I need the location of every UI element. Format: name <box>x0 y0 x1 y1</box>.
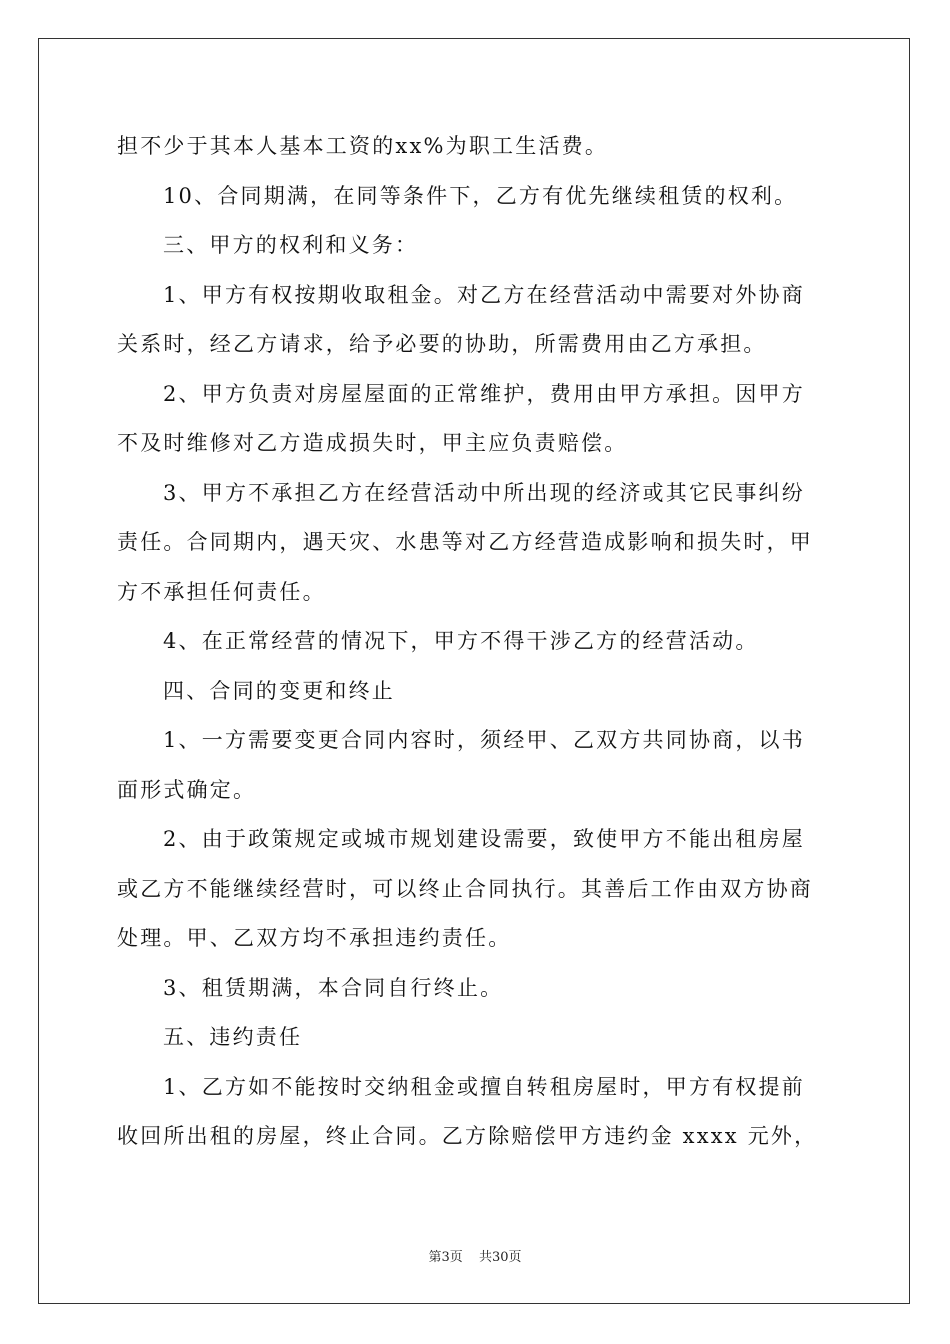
section-heading: 四、合同的变更和终止 <box>163 678 395 703</box>
text-line: 3、租赁期满，本合同自行终止。 <box>163 975 504 1000</box>
text-line: 4、在正常经营的情况下，甲方不得干涉乙方的经营活动。 <box>163 629 759 653</box>
text-line: 不及时维修对乙方造成损失时，甲主应负责赔偿。 <box>117 431 628 455</box>
text-line: 1、乙方如不能按时交纳租金或擅自转租房屋时，甲方有权提前 <box>163 1074 805 1099</box>
text-line: 收回所出租的房屋，终止合同。乙方除赔偿甲方违约金 xxxx 元外， <box>117 1124 818 1148</box>
page-number: 第3页 <box>428 1250 463 1265</box>
text-line: 面形式确定。 <box>117 777 257 802</box>
text-line: 方不承担任何责任。 <box>117 579 326 604</box>
document-body <box>117 122 837 1162</box>
text-line: 关系时，经乙方请求，给予必要的协助，所需费用由乙方承担。 <box>117 332 767 356</box>
text-line: 10、合同期满，在同等条件下，乙方有优先继续租赁的权利。 <box>163 183 798 208</box>
page-footer <box>0 1246 950 1265</box>
page-total: 共30页 <box>478 1250 522 1265</box>
text-line: 或乙方不能继续经营时，可以终止合同执行。其善后工作由双方协商 <box>117 876 813 901</box>
text-line: 1、一方需要变更合同内容时，须经甲、乙双方共同协商，以书 <box>163 728 805 752</box>
text-line: 担不少于其本人基本工资的xx%为职工生活费。 <box>117 134 609 158</box>
section-heading: 五、违约责任 <box>163 1025 303 1049</box>
text-line: 2、甲方负责对房屋屋面的正常维护，费用由甲方承担。因甲方 <box>163 381 805 406</box>
text-line: 处理。甲、乙双方均不承担违约责任。 <box>117 926 512 950</box>
text-line: 2、由于政策规定或城市规划建设需要，致使甲方不能出租房屋 <box>163 827 805 851</box>
text-line: 1、甲方有权按期收取租金。对乙方在经营活动中需要对外协商 <box>163 282 805 307</box>
section-heading: 三、甲方的权利和义务： <box>163 233 419 257</box>
text-line: 3、甲方不承担乙方在经营活动中所出现的经济或其它民事纠纷 <box>163 480 805 505</box>
text-line: 责任。合同期内，遇天灾、水患等对乙方经营造成影响和损失时，甲 <box>117 530 813 554</box>
